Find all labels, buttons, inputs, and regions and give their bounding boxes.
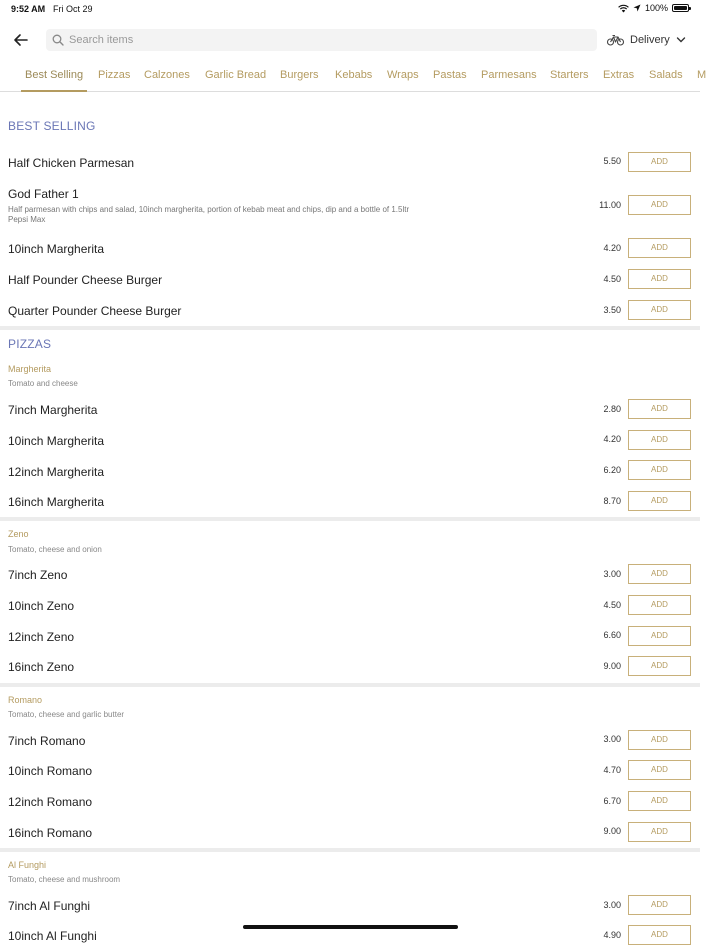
- status-right: [618, 3, 689, 13]
- section-title-pizzas: PIZZAS: [8, 337, 52, 351]
- item-price: 4.50: [603, 274, 621, 284]
- add-button[interactable]: ADD: [628, 730, 691, 750]
- item-name: Half Chicken Parmesan: [8, 156, 135, 170]
- add-button[interactable]: ADD: [628, 626, 691, 646]
- arrow-left-icon: [10, 29, 32, 51]
- add-button[interactable]: ADD: [628, 152, 691, 172]
- item-price: 8.70: [603, 496, 621, 506]
- item-price: 3.00: [603, 900, 621, 910]
- add-button[interactable]: ADD: [628, 430, 691, 450]
- add-button[interactable]: ADD: [628, 399, 691, 419]
- item-name: Half Pounder Cheese Burger: [8, 273, 163, 287]
- add-button[interactable]: ADD: [628, 895, 691, 915]
- item-name: 7inch Zeno: [8, 568, 68, 582]
- group-divider: [0, 517, 700, 521]
- item-name: 7inch Margherita: [8, 403, 98, 417]
- home-indicator[interactable]: [243, 925, 458, 929]
- group-description: Tomato, cheese and onion: [8, 545, 102, 554]
- add-button[interactable]: ADD: [628, 195, 691, 215]
- tab-kebabs[interactable]: Kebabs: [335, 69, 373, 81]
- tab-garlic-bread[interactable]: Garlic Bread: [205, 69, 267, 81]
- item-name: 7inch Al Funghi: [8, 899, 91, 913]
- item-price: 6.70: [603, 796, 621, 806]
- item-price: 11.00: [599, 200, 621, 210]
- group-name: Al Funghi: [8, 860, 47, 870]
- tab-burgers[interactable]: Burgers: [280, 69, 319, 81]
- item-name: 10inch Margherita: [8, 242, 105, 256]
- item-name: 12inch Romano: [8, 795, 93, 809]
- item-name: 16inch Margherita: [8, 495, 105, 509]
- add-button[interactable]: ADD: [628, 460, 691, 480]
- battery-icon: [672, 4, 689, 12]
- status-date: Fri Oct 29: [53, 4, 93, 14]
- search-input[interactable]: [69, 34, 569, 46]
- item-price: 4.20: [603, 243, 621, 253]
- tab-more[interactable]: M: [697, 69, 707, 81]
- item-price: 5.50: [603, 156, 621, 166]
- top-bar: [0, 26, 700, 54]
- item-price: 4.90: [603, 930, 621, 940]
- status-bar: [0, 0, 700, 18]
- category-tabs: [0, 62, 707, 92]
- tab-pastas[interactable]: Pastas: [433, 69, 467, 81]
- add-button[interactable]: ADD: [628, 564, 691, 584]
- tab-starters[interactable]: Starters: [550, 69, 589, 81]
- item-name: 10inch Al Funghi: [8, 929, 97, 943]
- add-button[interactable]: ADD: [628, 238, 691, 258]
- item-price: 9.00: [603, 826, 621, 836]
- tab-calzones[interactable]: Calzones: [144, 69, 190, 81]
- group-divider: [0, 683, 700, 687]
- add-button[interactable]: ADD: [628, 760, 691, 780]
- add-button[interactable]: ADD: [628, 300, 691, 320]
- item-price: 3.00: [603, 734, 621, 744]
- item-price: 9.00: [603, 661, 621, 671]
- item-name: 12inch Zeno: [8, 630, 75, 644]
- group-description: Tomato, cheese and mushroom: [8, 875, 121, 884]
- status-time: 9:52 AM: [11, 4, 46, 14]
- item-name: God Father 1: [8, 187, 79, 201]
- add-button[interactable]: ADD: [628, 491, 691, 511]
- item-price: 6.60: [603, 630, 621, 640]
- delivery-selector[interactable]: [607, 29, 686, 51]
- battery-percent: 100%: [644, 3, 668, 13]
- tab-salads[interactable]: Salads: [649, 69, 683, 81]
- item-price: 3.00: [603, 569, 621, 579]
- chevron-down-icon: [676, 36, 686, 44]
- section-divider: [0, 326, 700, 330]
- item-name: 10inch Margherita: [8, 434, 105, 448]
- bicycle-icon: [607, 34, 624, 46]
- add-button[interactable]: ADD: [628, 269, 691, 289]
- group-name: Margherita: [8, 364, 52, 374]
- item-name: 16inch Romano: [8, 826, 93, 840]
- add-button[interactable]: ADD: [628, 925, 691, 945]
- group-description: Tomato and cheese: [8, 379, 78, 388]
- item-price: 3.50: [603, 305, 621, 315]
- tab-extras[interactable]: Extras: [603, 69, 635, 81]
- group-name: Zeno: [8, 529, 29, 539]
- item-name: Quarter Pounder Cheese Burger: [8, 304, 182, 318]
- tab-best-selling[interactable]: Best Selling: [21, 69, 87, 92]
- item-name: 10inch Romano: [8, 764, 93, 778]
- menu-list: [0, 93, 700, 943]
- wifi-icon: [618, 4, 629, 13]
- item-price: 2.80: [603, 404, 621, 414]
- tab-wraps[interactable]: Wraps: [387, 69, 419, 81]
- item-name: 12inch Margherita: [8, 465, 105, 479]
- tab-pizzas[interactable]: Pizzas: [98, 69, 131, 81]
- item-name: 7inch Romano: [8, 734, 86, 748]
- search-icon: [52, 34, 64, 46]
- group-divider: [0, 848, 700, 852]
- search-box[interactable]: [46, 29, 597, 51]
- add-button[interactable]: ADD: [628, 595, 691, 615]
- tab-parmesans[interactable]: Parmesans: [481, 69, 537, 81]
- add-button[interactable]: ADD: [628, 822, 691, 842]
- item-price: 4.50: [603, 600, 621, 610]
- item-description: Half parmesan with chips and salad, 10inch margherita, portion of kebab meat and chips, dip and a bottle of 1.5ltr Pepsi Max: [8, 205, 410, 224]
- delivery-label: Delivery: [630, 34, 670, 46]
- back-button[interactable]: [10, 29, 32, 51]
- group-name: Romano: [8, 695, 43, 705]
- group-description: Tomato, cheese and garlic butter: [8, 710, 125, 719]
- location-arrow-icon: [633, 4, 641, 12]
- add-button[interactable]: ADD: [628, 791, 691, 811]
- section-title-best-selling: BEST SELLING: [8, 119, 96, 133]
- item-price: 4.70: [603, 765, 621, 775]
- add-button[interactable]: ADD: [628, 656, 691, 676]
- item-name: 16inch Zeno: [8, 660, 75, 674]
- item-name: 10inch Zeno: [8, 599, 75, 613]
- item-price: 6.20: [603, 465, 621, 475]
- item-price: 4.20: [603, 434, 621, 444]
